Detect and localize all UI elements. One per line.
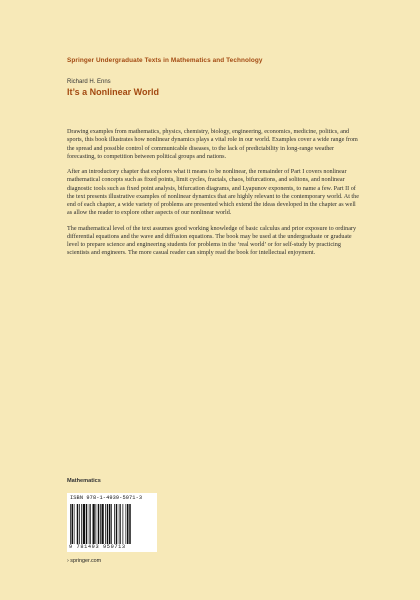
blurb-paragraph: After an introductory chapter that explores what it means to be nonlinear, the remainder of Part I covers nonlinear mathematical concepts such as fixed points, limit cycles, fractals, chaos, bifurcations, and solitons, and nonlinear diagnostic tools such as fixed point analysis, bifurcation diagrams, and Lyapunov exponents, to name a few. Part II of the text presents illustrative examples of nonlinear dynamics that are highly relevant to the contemporary world. At the end of each chapter, a wide variety of problems are presented which extend the ideas developed in the chapter as well as allow the reader to explore other aspects of our nonlinear world.	[67, 169, 359, 217]
blurb	[67, 128, 359, 265]
barcode-image	[70, 504, 154, 544]
blurb-paragraph: The mathematical level of the text assumes good working knowledge of basic calculus and prior exposure to ordinary differential equations and the wave and diffusion equations. The book may be used at the undergraduate or graduate level to prepare science and engineering students for problems in the ‘real world’ or for self-study by practicing scientists and engineers. The more casual reader can simply read the book for intellectual enjoyment.	[67, 225, 357, 257]
barcode-digits: 9 781493 950713	[69, 544, 126, 550]
book-title: It’s a Nonlinear World	[67, 87, 160, 97]
author-name: Richard H. Enns	[67, 79, 111, 85]
isbn-number: ISBN 978-1-4939-5071-3	[70, 495, 143, 501]
publisher-website: › springer.com	[67, 558, 102, 564]
isbn-barcode-block	[67, 493, 157, 552]
blurb-paragraph: Drawing examples from mathematics, physics, chemistry, biology, engineering, economics, medicine, politics, and sports, this book illustrates how nonlinear dynamics plays a vital role in our world. Examples cover a wide range from the spread and possible control of communicable diseases, to the lack of predictability in long-range weather forecasting, to competition between political groups and nations.	[67, 129, 358, 160]
series-name: Springer Undergraduate Texts in Mathematics and Technology	[67, 57, 263, 64]
subject-category: Mathematics	[67, 478, 101, 484]
